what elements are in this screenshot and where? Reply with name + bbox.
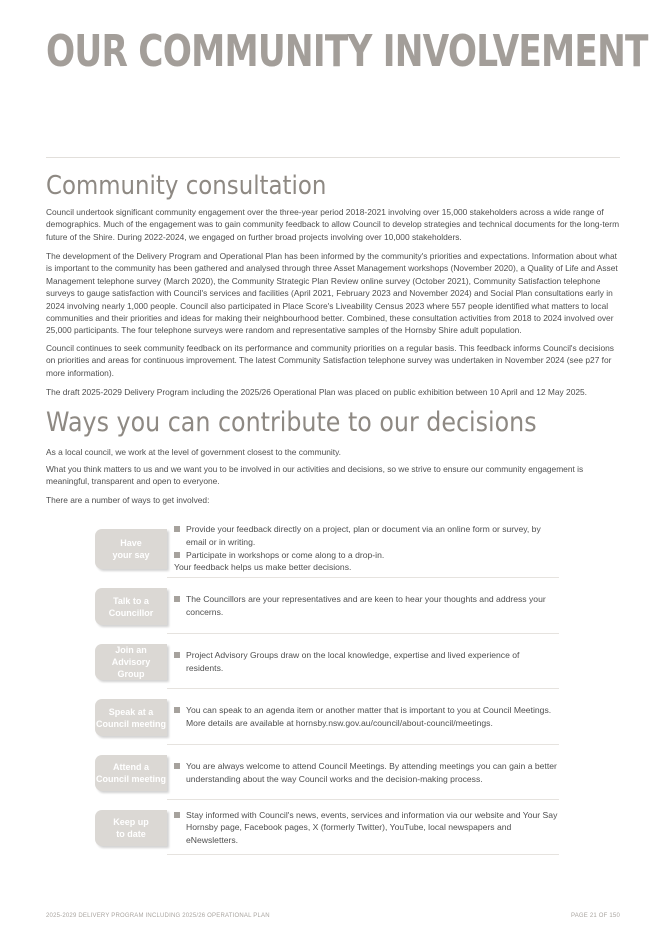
- way-tab-line-2: Group: [117, 669, 145, 679]
- way-tab: [95, 699, 167, 736]
- bullet-item: The Councillors are your representatives and are keen to hear your thoughts and address your concerns.: [174, 593, 559, 618]
- way-content: [167, 520, 559, 578]
- contribute-heading: Ways you can contribute to our decisions: [46, 407, 537, 438]
- way-tab-line-1: Have: [120, 538, 142, 548]
- consultation-heading: Community consultation: [46, 171, 327, 201]
- contribute-paragraph-3: There are a number of ways to get involved:: [46, 495, 210, 505]
- bullet-item: Provide your feedback directly on a project, plan or document via an online form or survey, by email or in writing.: [174, 523, 559, 548]
- way-tab: [95, 529, 167, 569]
- way-keep-up-to-date: [95, 801, 559, 855]
- title-divider: [46, 157, 620, 158]
- footer-document-title: 2025-2029 DELIVERY PROGRAM INCLUDING 2025/26 OPERATIONAL PLAN: [46, 913, 270, 919]
- way-tab-line-1: Talk to a: [113, 595, 149, 606]
- way-join-advisory-group: [95, 635, 559, 689]
- bullet-item: You can speak to an agenda item or another matter that is important to you at Council Meetings.: [174, 704, 559, 717]
- bullet-item: You are always welcome to attend Council Meetings. By attending meetings you can gain a better understanding about the way Council works and the decision-making process.: [174, 760, 559, 785]
- way-tab-line-1: Keep up: [113, 817, 149, 827]
- consultation-paragraph-4: The draft 2025-2029 Delivery Program including the 2025/26 Operational Plan was placed on public exhibition between 10 April and 12 May 2025.: [46, 387, 587, 397]
- bullet-square-icon: [174, 652, 180, 658]
- way-have-your-say: [95, 520, 559, 578]
- way-tab-line-1: Attend a: [112, 762, 149, 772]
- bullet-square-icon: [174, 526, 180, 532]
- bullet-item: Stay informed with Council's news, events, services and information via our website and Your Say Hornsby page, Facebook pages, X (formerly Twitter), YouTube, local newspapers and eNewsletters.: [174, 809, 559, 847]
- page-title: OUR COMMUNITY INVOLVEMENT: [46, 26, 648, 77]
- consultation-paragraph-2: The development of the Delivery Program and Operational Plan has been informed by the community's priorities and expectations. Information about what is important to the community has been gathered and analysed through three Asset Management workshops (November 2020), a Quality of Life and Asset Management telephone survey (March 2020), the Community Strategic Plan Review online survey (October 2021), Community Satisfaction telephone surveys to gauge satisfaction with Council's services and facilities (April 2021, February 2023 and November 2024) and Social Plan consultations early in 2024 involving nearly 1,000 people. Council also participated in Place Score's Liveability Census 2023 where 557 people identified what matters to local communities and their priorities and ideas for making their neighbourhood better. Combined, these consultation activities from 2018 to 2024 involved over 25,000 participants. The four telephone surveys were random and representative samples of the Hornsby Shire adult population.: [46, 251, 618, 336]
- way-tab-line-2: to date: [116, 829, 146, 839]
- way-tab: [95, 755, 167, 791]
- footer-page-number: PAGE 21 OF 150: [570, 913, 620, 919]
- way-tab-line-2: Council meeting: [95, 718, 166, 729]
- way-note: More details are available at hornsby.nsw.gov.au/council/about-council/meetings.: [186, 718, 493, 728]
- way-tab-line-2: your say: [112, 550, 150, 560]
- bullet-item: Project Advisory Groups draw on the local knowledge, expertise and lived experience of residents.: [174, 649, 559, 674]
- contribute-paragraph-2: What you think matters to us and we want you to be involved in our activities and decisions, so we strive to ensure our community engagement is meaningful, transparent and open to everyone.: [46, 464, 584, 487]
- way-tab: [95, 644, 167, 680]
- bullet-square-icon: [174, 763, 180, 769]
- way-tab: [95, 810, 167, 846]
- bullet-square-icon: [174, 812, 180, 818]
- bullet-square-icon: [174, 707, 180, 713]
- bullet-square-icon: [174, 552, 180, 558]
- way-tab-line-1: Speak at a: [108, 706, 154, 717]
- way-content: [167, 801, 559, 855]
- way-content: [167, 635, 559, 689]
- bullet-square-icon: [174, 596, 180, 602]
- way-content: [167, 746, 559, 800]
- way-speak-at-meeting: [95, 690, 559, 745]
- way-tab: [95, 588, 167, 625]
- way-tab-line-2: Council meeting: [95, 774, 166, 784]
- way-content: [167, 579, 559, 634]
- way-content: [167, 690, 559, 745]
- way-talk-to-councillor: [95, 579, 559, 634]
- bullet-item: Participate in workshops or come along to a drop-in.: [174, 549, 559, 562]
- consultation-paragraph-3: Council continues to seek community feedback on its performance and community priorities on a regular basis. This feedback informs Council's decisions on priorities and areas for continuous improvement. The latest Community Satisfaction telephone survey was undertaken in November 2024 (see p27 for more information).: [46, 343, 614, 378]
- consultation-paragraph-1: Council undertook significant community engagement over the three-year period 2018-2021 involving over 15,000 stakeholders across a wide range of demographics. Much of the engagement was to gain community feedback to allow Council to develop strategies and technical documents for the long-term future of the Shire. During 2022-2024, we engaged on further broad projects involving over 10,000 stakeholders.: [46, 207, 620, 242]
- way-tab-line-2: Councillor: [108, 607, 154, 618]
- contribute-paragraph-1: As a local council, we work at the level of government closest to the community.: [46, 447, 341, 457]
- way-tab-line-1: Join an Advisory: [111, 645, 151, 667]
- way-attend-meeting: [95, 746, 559, 800]
- way-note: Your feedback helps us make better decisions.: [174, 562, 352, 573]
